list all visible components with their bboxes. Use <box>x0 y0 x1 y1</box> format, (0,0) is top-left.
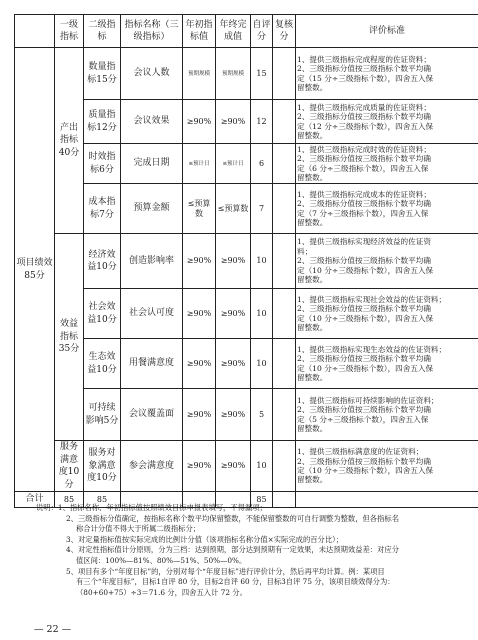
indicator-name: 参会满意度 <box>121 441 183 492</box>
indicator-name: 会议覆盖面 <box>121 389 183 441</box>
annual-target: ≥90% <box>183 339 216 389</box>
table-row <box>15 234 478 289</box>
criteria-line: 留整数。 <box>297 130 328 140</box>
note-line: （80+60+75）÷3＝71.6 分，四舍五入计 72 分。 <box>76 587 247 597</box>
criteria-cell <box>296 234 478 289</box>
annual-target: ≥90% <box>183 100 216 144</box>
criteria-line: 定（5 分÷三级指标个数），四舍五入保 <box>297 414 429 424</box>
criteria-line: 留整数。 <box>297 172 328 182</box>
annual-target: ≥90% <box>183 289 216 339</box>
criteria-cell <box>296 144 478 184</box>
explanation-notes <box>36 503 468 598</box>
level1-benefit: 效益指标35分 <box>55 234 84 441</box>
actual-value: ≥90% <box>216 289 251 339</box>
criteria-line: 留整数。 <box>297 322 328 332</box>
criteria-cell <box>296 339 478 389</box>
criteria-line: 1、提供三级指标实现社会效益的佐证资料； <box>297 294 447 304</box>
indicator-name: 完成日期 <box>121 144 183 184</box>
criteria-cell <box>296 100 478 144</box>
note-line: 说明：1、指标名称、年初指标值按照绩效目标申报表填写，不得漏项； <box>36 503 267 512</box>
annual-target: ≥90% <box>183 234 216 289</box>
criteria-line: 定（7 分÷三级指标个数），四舍五入保 <box>297 208 429 218</box>
criteria-line: 料； <box>297 246 313 256</box>
criteria-line: 1、提供三级指标实现经济效益的佐证资 <box>297 237 431 247</box>
criteria-line: 留整数。 <box>297 423 328 433</box>
criteria-line: 2、三级指标分值按三级指标个数平均确 <box>297 64 431 74</box>
actual-value: ≤预算数 <box>216 184 251 234</box>
criteria-line: 1、提供三级指标完成质量的佐证资料； <box>297 102 431 112</box>
criteria-line: 2、三级指标分值按三级指标个数平均确 <box>297 354 431 364</box>
actual-value: 预期规模 <box>216 48 251 100</box>
header-blank <box>15 15 55 48</box>
performance-evaluation-table <box>14 14 478 508</box>
criteria-line: 定（10 分÷三级指标个数），四舍五入保 <box>297 466 434 475</box>
actual-value: ≤预计日 <box>216 144 251 184</box>
criteria-line: 留整数。 <box>297 217 328 227</box>
actual-value: ≥90% <box>216 234 251 289</box>
indicator-name: 创造影响率 <box>121 234 183 289</box>
criteria-line: 定（10 分÷三级指标个数），四舍五入保 <box>297 363 434 373</box>
self-score: 6 <box>251 144 273 184</box>
level1-service: 服务满意度10分 <box>55 441 84 492</box>
table-row <box>15 441 478 492</box>
table-row <box>15 144 478 184</box>
total-level1: 85 <box>55 492 84 508</box>
table-row <box>15 48 478 100</box>
criteria-cell <box>296 48 478 100</box>
level2-ecological: 生态效益10分 <box>84 339 121 389</box>
criteria-line: 2、三级指标分值按三级指标个数平均确 <box>297 405 431 415</box>
table-row <box>15 289 478 339</box>
level2-timeliness: 时效指标6分 <box>84 144 121 184</box>
performance-table-container <box>14 14 478 508</box>
table-row <box>15 100 478 144</box>
total-label: 合计 <box>15 492 55 508</box>
note-line: 5、项目有多个“年度目标”的，分别对每个“年度目标”进行评价计分，然后再平均计算。例：某项目 <box>66 566 385 576</box>
level2-sustainable: 可持续影响5分 <box>84 389 121 441</box>
table-row <box>15 184 478 234</box>
note-line: 4、对定性指标值计分原则，分为三档：达到预期，部分达到预期有一定效果，未达预期效益差：对应分 <box>66 545 399 555</box>
criteria-line: 定（12 分÷三级指标个数），四舍五入保 <box>297 121 434 131</box>
header-level1: 一级指标 <box>55 15 84 48</box>
indicator-name: 会议效果 <box>121 100 183 144</box>
criteria-line: 定（15 分÷三级指标个数），四舍五入保 <box>297 73 434 83</box>
header-annual-target: 年初指标值 <box>183 15 216 48</box>
level2-social: 社会效益10分 <box>84 289 121 339</box>
table-row <box>15 389 478 441</box>
page-number: — 22 — <box>34 624 72 635</box>
header-review-score: 复核分 <box>273 15 296 48</box>
actual-value: ≥90% <box>216 100 251 144</box>
criteria-line: 1、提供三级指标完成成本的佐证资料； <box>297 189 431 199</box>
note-line: 称合计分值不得大于所属二级指标分； <box>76 524 201 534</box>
criteria-line: 2、三级指标分值按三级指标个数平均确 <box>297 256 431 266</box>
annual-target: ≤预算数 <box>183 184 216 234</box>
indicator-name: 用餐满意度 <box>121 339 183 389</box>
review-score <box>273 289 296 339</box>
criteria-line: 1、提供三级指标实现生态效益的佐证资料； <box>297 344 447 354</box>
criteria-line: 1、提供三级指标满意度的佐证资料； <box>297 447 424 457</box>
review-score <box>273 441 296 492</box>
level1-output: 产出指标40分 <box>55 48 84 234</box>
header-self-score: 自评分 <box>251 15 273 48</box>
header-indicator-name: 指标名称（三级指标） <box>121 15 183 48</box>
header-actual-value: 年终完成值 <box>216 15 251 48</box>
criteria-cell <box>296 184 478 234</box>
note-line: 2、三级指标分值确定，按指标名称个数平均保留整数，不能保留整数的可自行调整为整数，但各指标名 <box>66 513 399 523</box>
review-score <box>273 339 296 389</box>
self-score: 10 <box>251 289 273 339</box>
criteria-line: 2、三级指标分值按三级指标个数平均确 <box>297 112 431 122</box>
header-level2: 二级指标 <box>84 15 121 48</box>
review-score <box>273 389 296 441</box>
level2-satisfaction: 服务对象满意度10分 <box>84 441 121 492</box>
annual-target: 预期规模 <box>183 48 216 100</box>
review-score <box>273 184 296 234</box>
criteria-line: 2、三级指标分值按三级指标个数平均确 <box>297 456 431 466</box>
self-score: 10 <box>251 339 273 389</box>
actual-value: ≥90% <box>216 389 251 441</box>
header-criteria: 评价标准 <box>296 15 478 48</box>
self-score: 15 <box>251 48 273 100</box>
project-performance-cell: 项目绩效85分 <box>15 48 55 492</box>
actual-value: ≥90% <box>216 441 251 492</box>
review-score <box>273 48 296 100</box>
criteria-line: 定（6 分÷三级指标个数），四舍五入保 <box>297 163 429 173</box>
review-score <box>273 144 296 184</box>
indicator-name: 会议人数 <box>121 48 183 100</box>
criteria-cell <box>296 389 478 441</box>
review-score <box>273 100 296 144</box>
criteria-line: 定（10 分÷三级指标个数），四舍五入保 <box>297 313 434 323</box>
criteria-line: 2、三级指标分值按三级指标个数平均确 <box>297 199 431 209</box>
indicator-name: 预算金额 <box>121 184 183 234</box>
level2-quantity: 数量指标15分 <box>84 48 121 100</box>
indicator-name: 社会认可度 <box>121 289 183 339</box>
criteria-line: 2、三级指标分值按三级指标个数平均确 <box>297 304 431 314</box>
review-score <box>273 234 296 289</box>
criteria-line: 1、提供三级指标完成时效的佐证资料； <box>297 144 431 154</box>
criteria-line: 留整数。 <box>297 275 328 285</box>
table-row <box>15 339 478 389</box>
self-score: 5 <box>251 389 273 441</box>
note-line: 有三个“年度目标”，目标1自评 80 分，目标2自评 60 分，目标3自评 75 分，该项目绩效得分为： <box>76 577 395 587</box>
self-score: 12 <box>251 100 273 144</box>
criteria-line: 留整数。 <box>297 82 328 92</box>
header-row <box>15 15 478 48</box>
criteria-cell <box>296 441 478 492</box>
criteria-line: 1、提供三级指标完成程度的佐证资料； <box>297 54 431 64</box>
criteria-line: 留整数。 <box>297 372 328 382</box>
note-line: 值区间：100%—81%、80%—51%、50%—0%。 <box>76 555 247 565</box>
level2-economic: 经济效益10分 <box>84 234 121 289</box>
total-score: 85 <box>251 492 273 508</box>
level2-quality: 质量指标12分 <box>84 100 121 144</box>
self-score: 7 <box>251 184 273 234</box>
criteria-line: 2、三级指标分值按三级指标个数平均确 <box>297 154 431 164</box>
self-score: 10 <box>251 441 273 492</box>
criteria-line: 1、提供三级指标可持续影响的佐证资料； <box>297 395 439 405</box>
self-score: 10 <box>251 234 273 289</box>
annual-target: ≥90% <box>183 389 216 441</box>
note-line: 3、对定量指标值按实际完成的比例计分值（该项指标名称分值×实际完成的百分比）； <box>66 534 344 544</box>
annual-target: ≤预计日 <box>183 144 216 184</box>
total-level2: 85 <box>84 492 121 508</box>
criteria-cell <box>296 289 478 339</box>
criteria-line: 留整数。 <box>297 475 328 485</box>
criteria-line: 定（10 分÷三级指标个数），四舍五入保 <box>297 265 434 275</box>
actual-value: ≥90% <box>216 339 251 389</box>
level2-cost: 成本指标7分 <box>84 184 121 234</box>
annual-target: ≥90% <box>183 441 216 492</box>
